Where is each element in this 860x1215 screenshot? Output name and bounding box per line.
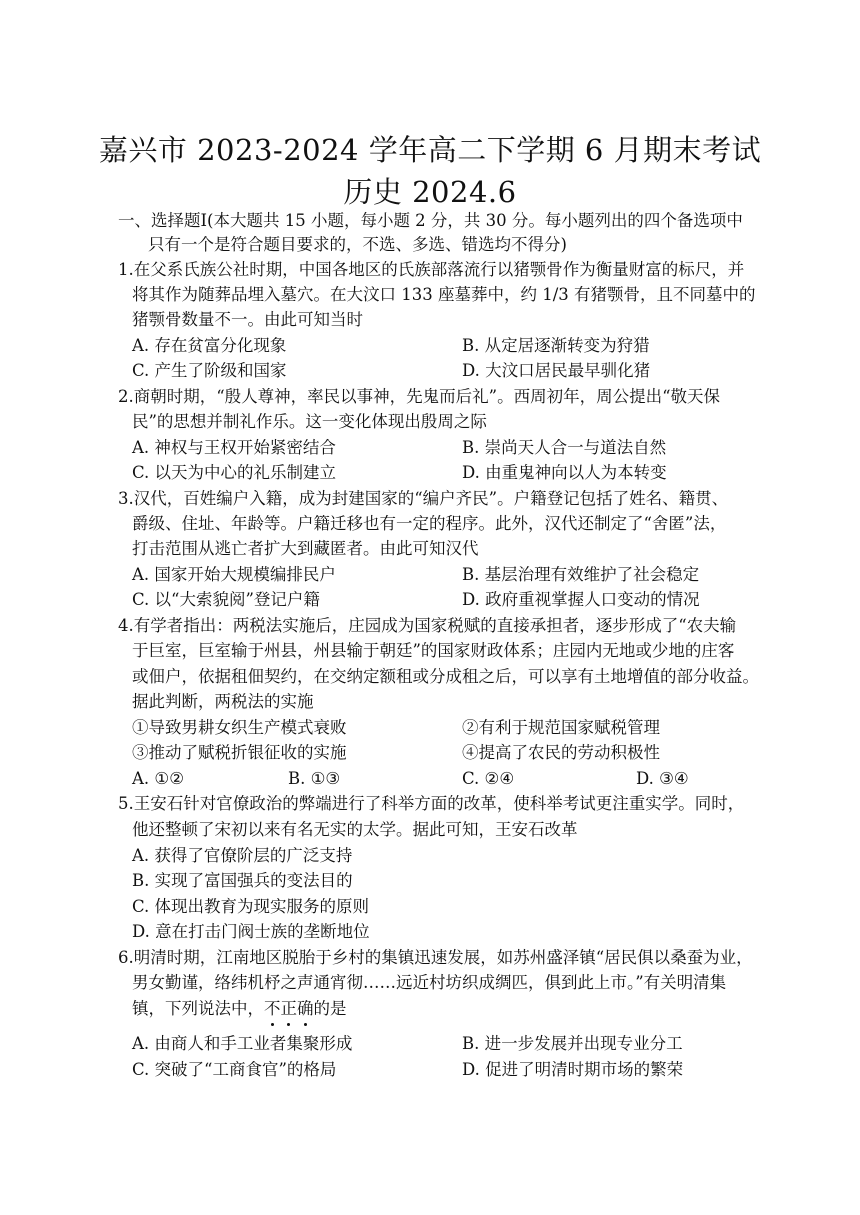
question-5-option-a: A. 获得了官僚阶层的广泛支持	[132, 846, 353, 865]
question-4-line-2: 于巨室，巨室输于州县，州县输于朝廷”的国家财政体系；庄园内无地或少地的庄客	[132, 641, 735, 660]
question-5-line-2: 他还整顿了宋初以来有名无实的太学。据此可知，王安石改革	[132, 820, 578, 839]
question-4-statement-1: ①导致男耕女织生产模式衰败	[132, 718, 347, 737]
emphasis-char-3: 确	[297, 999, 314, 1018]
question-6-line-3-post: 的是	[313, 999, 347, 1018]
exam-title-line2: 历史 2024.6	[343, 175, 517, 209]
question-2-line-2: 民”的思想并制礼作乐。这一变化体现出殷周之际	[132, 412, 487, 431]
question-2-option-c: C. 以天为中心的礼乐制建立	[132, 463, 337, 482]
question-6-option-a: A. 由商人和手工业者集聚形成	[132, 1034, 353, 1053]
question-2-option-b: B. 崇尚天人合一与道法自然	[462, 438, 667, 457]
question-4-statement-2: ②有利于规范国家赋税管理	[462, 718, 660, 737]
question-6-line-1: 6.明清时期，江南地区脱胎于乡村的集镇迅速发展，如苏州盛泽镇“居民俱以桑蚕为业，	[118, 948, 753, 967]
question-3-option-c: C. 以“大索貌阅”登记户籍	[132, 590, 320, 609]
question-4-option-d: D. ③④	[636, 769, 689, 788]
question-5-option-b: B. 实现了富国强兵的变法目的	[132, 871, 353, 890]
question-1-line-2: 将其作为随葬品埋入墓穴。在大汶口 133 座墓葬中，约 1/3 有猪颚骨，且不同墓中的	[132, 285, 756, 304]
question-4-statement-4: ④提高了农民的劳动积极性	[462, 743, 660, 762]
question-6-line-3	[132, 1001, 347, 1018]
question-6-option-b: B. 进一步发展并出现专业分工	[462, 1034, 683, 1053]
question-3-line-3: 打击范围从逃亡者扩大到藏匿者。由此可知汉代	[132, 539, 479, 558]
question-4-line-1: 4.有学者指出：两税法实施后，庄园成为国家税赋的直接承担者，逐步形成了“农夫输	[118, 616, 737, 635]
question-5-option-c: C. 体现出教育为现实服务的原则	[132, 897, 370, 916]
question-4-line-3: 或佃户，依据租佃契约，在交纳定额租或分成租之后，可以享有土地增值的部分收益。	[132, 667, 759, 686]
question-2-option-a: A. 神权与王权开始紧密结合	[132, 438, 336, 457]
question-1-option-d: D. 大汶口居民最早驯化猪	[462, 361, 651, 380]
question-3-line-2: 爵级、住址、年龄等。户籍迁移也有一定的程序。此外，汉代还制定了“舍匿”法，	[132, 514, 727, 533]
question-6-line-3-pre: 镇，下列说法中，	[132, 999, 264, 1018]
question-2-option-d: D. 由重鬼神向以人为本转变	[462, 463, 667, 482]
question-1-option-a: A. 存在贫富分化现象	[132, 336, 287, 355]
section-line-2: 只有一个是符合题目要求的，不选、多选、错选均不得分)	[148, 235, 567, 254]
question-6-option-c: C. 突破了“工商食官”的格局	[132, 1060, 337, 1079]
question-3-line-1: 3.汉代，百姓编户入籍，成为封建国家的“编户齐民”。户籍登记包括了姓名、籍贯、	[118, 489, 729, 508]
question-1-option-b: B. 从定居逐渐转变为狩猎	[462, 336, 650, 355]
emphasis-char-2: 正	[280, 999, 297, 1018]
question-5-line-1: 5.王安石针对官僚政治的弊端进行了科举方面的改革，使科举考试更注重实学。同时，	[118, 794, 745, 813]
emphasis-char-1: 不	[264, 999, 281, 1018]
question-4-option-b: B. ①③	[288, 769, 341, 788]
question-4-line-4: 据此判断，两税法的实施	[132, 692, 314, 711]
question-1-line-3: 猪颚骨数量不一。由此可知当时	[132, 310, 363, 329]
question-3-option-a: A. 国家开始大规模编排民户	[132, 565, 336, 584]
question-1-option-c: C. 产生了阶级和国家	[132, 361, 287, 380]
question-3-option-b: B. 基层治理有效维护了社会稳定	[462, 565, 700, 584]
question-4-option-a: A. ①②	[132, 769, 184, 788]
section-line-1: 一、选择题Ⅰ(本大题共 15 小题，每小题 2 分，共 30 分。每小题列出的四个备选项中	[118, 211, 743, 230]
question-1-line-1: 1.在父系氏族公社时期，中国各地区的氏族部落流行以猪颚骨作为衡量财富的标尺，并	[118, 260, 745, 279]
question-4-statement-3: ③推动了赋税折银征收的实施	[132, 743, 347, 762]
exam-title-line1: 嘉兴市 2023-2024 学年高二下学期 6 月期末考试	[98, 133, 762, 167]
question-4-option-c: C. ②④	[462, 769, 515, 788]
question-6-option-d: D. 促进了明清时期市场的繁荣	[462, 1060, 684, 1079]
question-2-line-1: 2.商朝时期，“殷人尊神，率民以事神，先鬼而后礼”。西周初年，周公提出“敬天保	[118, 387, 721, 406]
question-6-line-2: 男女勤谨，络纬机杼之声通宵彻……远近村坊织成绸匹，俱到此上市。”有关明清集	[132, 973, 727, 992]
question-3-option-d: D. 政府重视掌握人口变动的情况	[462, 590, 700, 609]
question-5-option-d: D. 意在打击门阀士族的垄断地位	[132, 922, 370, 941]
